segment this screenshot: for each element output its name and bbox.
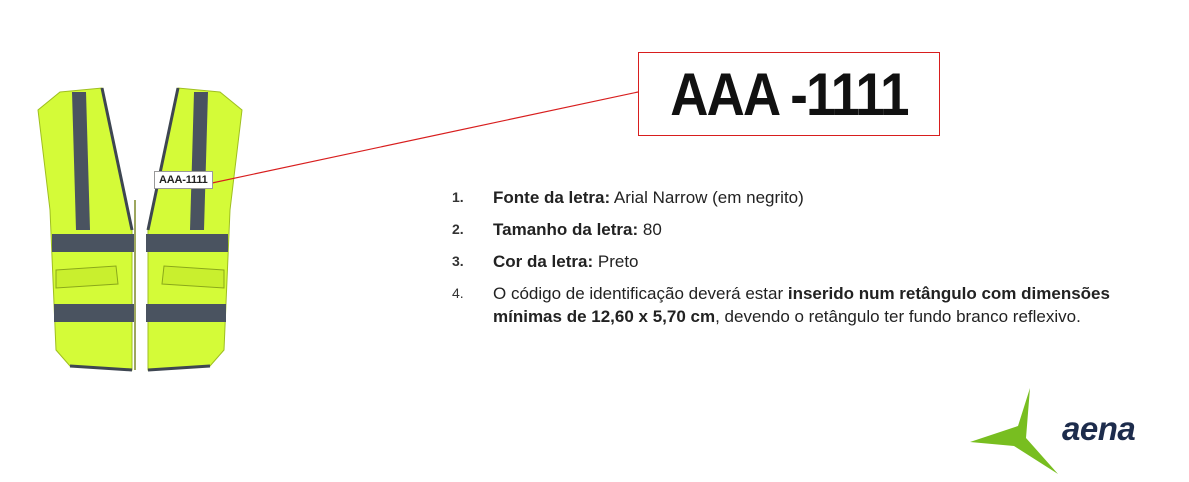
spec-number: 4. xyxy=(452,285,464,301)
spec-value: 80 xyxy=(638,220,662,239)
identification-code-text: AAA -1111 xyxy=(670,60,908,128)
hi-vis-vest-image xyxy=(20,70,260,390)
vest-code-tag: AAA-1111 xyxy=(154,171,213,189)
spec-text-before: O código de identificação deverá estar xyxy=(493,284,788,303)
spec-item xyxy=(452,218,1132,241)
spec-label: Cor da letra: xyxy=(493,252,594,271)
spec-value: Preto xyxy=(593,252,639,271)
spec-item xyxy=(452,282,1132,328)
spec-list xyxy=(452,186,1132,337)
spec-value: Arial Narrow (em negrito) xyxy=(610,188,804,207)
spec-item xyxy=(452,186,1132,209)
aena-logo-text: aena xyxy=(1062,410,1136,447)
spec-number: 2. xyxy=(452,221,464,237)
spec-bold-text: inserido num retângulo com dimensões mínimas de 12,60 x 5,70 cm xyxy=(493,284,1110,326)
spec-number: 3. xyxy=(452,253,464,269)
identification-code-box xyxy=(638,52,940,136)
spec-label: Tamanho da letra: xyxy=(493,220,639,239)
spec-label: Fonte da letra: xyxy=(493,188,611,207)
spec-item xyxy=(452,250,1132,273)
spec-text-after: , devendo o retângulo ter fundo branco reflexivo. xyxy=(715,307,1081,326)
spec-number: 1. xyxy=(452,189,464,205)
